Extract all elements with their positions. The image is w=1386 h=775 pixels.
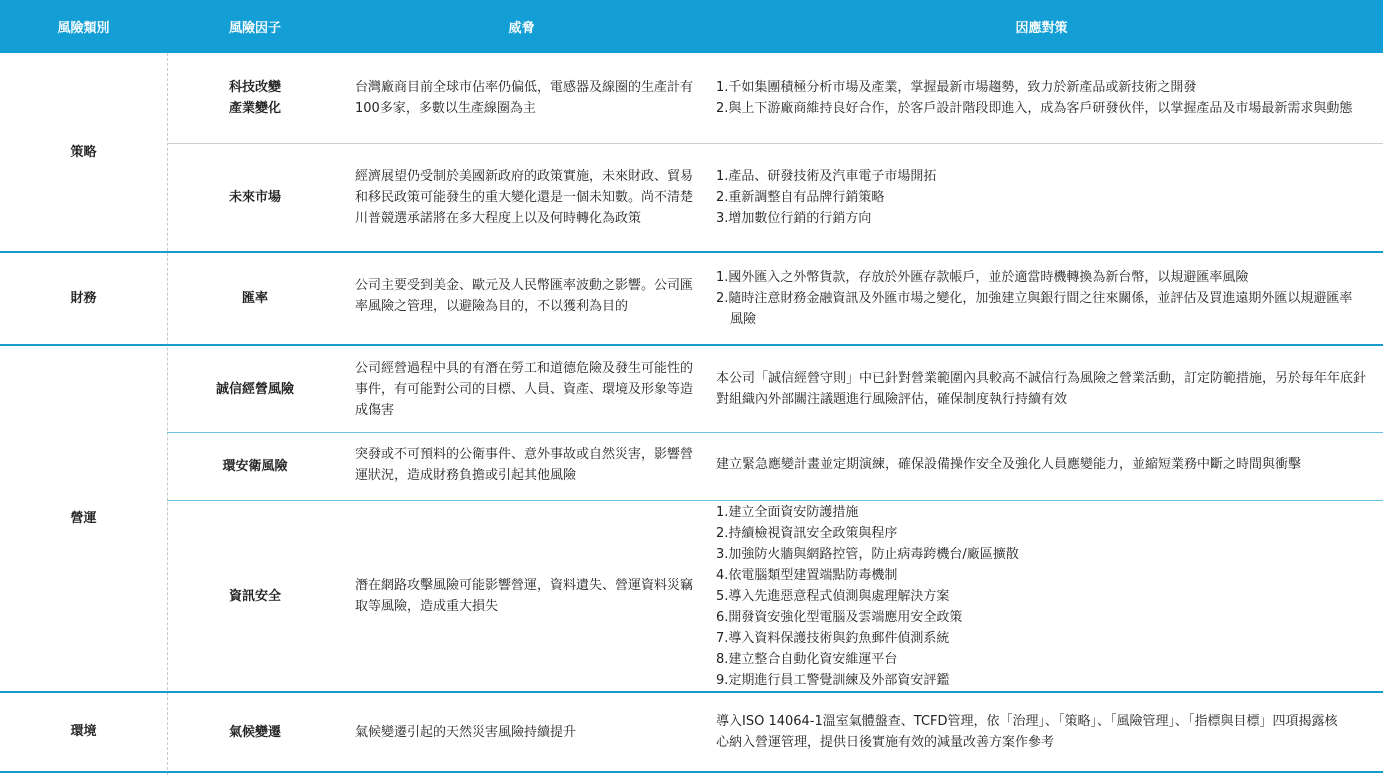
threat-future-market (355, 144, 700, 251)
response-text: 建立緊急應變計畫並定期演練，確保設備操作安全及強化人員應變能力，並縮短業務中斷之時間與衝擊 (716, 457, 1302, 472)
header-factor: 風險因子 (228, 21, 281, 36)
factor-integrity-risk (167, 346, 343, 432)
response-item: 5.導入先進惡意程式偵測與處理解決方案 (716, 588, 950, 604)
threat-text: 台灣廠商目前全球市佔率仍偏低，電感器及線圈的生產計有100多家，多數以生產線圈為主 (355, 80, 694, 116)
response-item: 1.千如集團積極分析市場及產業，掌握最新市場趨勢，致力於新產品或新技術之開發 (716, 80, 1197, 95)
threat-info-security (355, 501, 700, 691)
factor-exchange-rate (167, 253, 343, 344)
response-item: 6.開發資安強化型電腦及雲端應用安全政策 (716, 609, 963, 625)
threat-climate-change (355, 693, 700, 771)
factor-line: 氣候變遷 (228, 724, 281, 740)
factor-line: 匯率 (241, 291, 268, 306)
threat-text: 潛在網路攻擊風險可能影響營運，資料遺失、營運資料災竊取等風險，造成重大損失 (355, 578, 694, 614)
factor-info-security (167, 501, 343, 691)
response-list (716, 502, 1019, 691)
factor-tech-change (167, 53, 343, 143)
response-integrity-risk (716, 346, 1371, 432)
response-list (716, 267, 1361, 330)
header-category: 風險類別 (57, 21, 110, 36)
factor-climate-change (167, 693, 343, 771)
response-climate-change (716, 693, 1341, 771)
response-item: 4.依電腦類型建置端點防毒機制 (716, 567, 898, 583)
response-item: 1.國外匯入之外幣貨款，存放於外匯存款帳戶，並於適當時機轉換為新台幣，以規避匯率風險 (716, 270, 1249, 285)
response-ehs-risk (716, 433, 1371, 496)
factor-line: 誠信經營風險 (215, 381, 294, 397)
factor-future-market (167, 144, 343, 251)
factor-line: 科技改變 (228, 80, 281, 95)
category-operations: 營運 (70, 510, 97, 526)
response-list (716, 166, 936, 229)
threat-tech-change (355, 53, 700, 143)
response-item: 8.建立整合自動化資安維運平台 (716, 651, 898, 667)
response-list (716, 77, 1352, 119)
factor-line: 未來市場 (228, 190, 281, 205)
response-tech-change (716, 53, 1361, 143)
threat-text: 氣候變遷引起的天然災害風險持續提升 (355, 724, 577, 740)
threat-text: 公司經營過程中具的有潛在勞工和道德危險及發生可能性的事件，有可能對公司的目標、人員、資產、環境及形象等造成傷害 (355, 360, 694, 418)
response-item: 2.與上下游廠商維持良好合作，於客戶設計階段即進入，成為客戶研發伙伴，以掌握產品及市場最新需求與動態 (716, 101, 1353, 116)
threat-text: 突發或不可預料的公衛事件、意外事故或自然災害，影響營運狀況，造成財務負擔或引起其他風險 (355, 446, 694, 483)
category-strategy: 策略 (70, 144, 97, 160)
factor-line: 環安衛風險 (222, 459, 288, 474)
threat-text: 經濟展望仍受制於美國新政府的政策實施，未來財政、貿易和移民政策可能發生的重大變化還是一個未知數。尚不清楚川普競選承諾將在多大程度上以及何時轉化為政策 (355, 169, 694, 226)
response-exchange-rate (716, 253, 1361, 344)
header-response: 因應對策 (1015, 21, 1068, 36)
category-environment: 環境 (70, 724, 97, 739)
threat-text: 公司主要受到美金、歐元及人民幣匯率波動之影響。公司匯率風險之管理，以避險為目的，不以獲利為目的 (355, 278, 694, 314)
response-item: 2.持續檢視資訊安全政策與程序 (716, 525, 898, 541)
table-header (0, 0, 1383, 53)
response-text: 導入ISO 14064-1溫室氣體盤查、TCFD管理，依「治理」、「策略」、「風險管理」、「指標與目標」四項揭露核心納入營運管理，提供日後實施有效的減量改善方案作參考 (716, 714, 1338, 750)
response-item: 7.導入資料保護技術與釣魚郵件偵測系統 (716, 630, 950, 646)
response-text: 本公司「誠信經營守則」中已針對營業範圍內具較高不誠信行為風險之營業活動，訂定防範措施，另於每年年底針對組織內外部關注議題進行風險評估，確保制度執行持續有效 (716, 371, 1367, 407)
response-item: 1.建立全面資安防護措施 (716, 504, 859, 520)
threat-ehs-risk (355, 433, 700, 496)
category-finance: 財務 (70, 290, 97, 306)
response-item: 3.增加數位行銷的行銷方向 (716, 211, 872, 226)
category-divider (0, 771, 1383, 773)
response-item: 2.隨時注意財務金融資訊及外匯市場之變化，加強建立與銀行間之往來關係，並評估及買進遠期外匯以規避匯率風險 (716, 291, 1353, 327)
response-item: 1.產品、研發技術及汽車電子市場開拓 (716, 169, 937, 184)
factor-ehs-risk (167, 433, 343, 500)
response-item: 3.加強防火牆與網路控管，防止病毒跨機台/廠區擴散 (716, 546, 1019, 562)
header-threat: 威脅 (508, 21, 535, 36)
factor-line: 產業變化 (228, 101, 281, 116)
response-item: 9.定期進行員工警覺訓練及外部資安評鑑 (716, 672, 950, 688)
threat-exchange-rate (355, 253, 700, 339)
response-future-market (716, 144, 1361, 251)
response-info-security (716, 501, 1361, 691)
response-item: 2.重新調整自有品牌行銷策略 (716, 190, 885, 205)
factor-line: 資訊安全 (228, 588, 281, 604)
threat-integrity-risk (355, 346, 700, 432)
